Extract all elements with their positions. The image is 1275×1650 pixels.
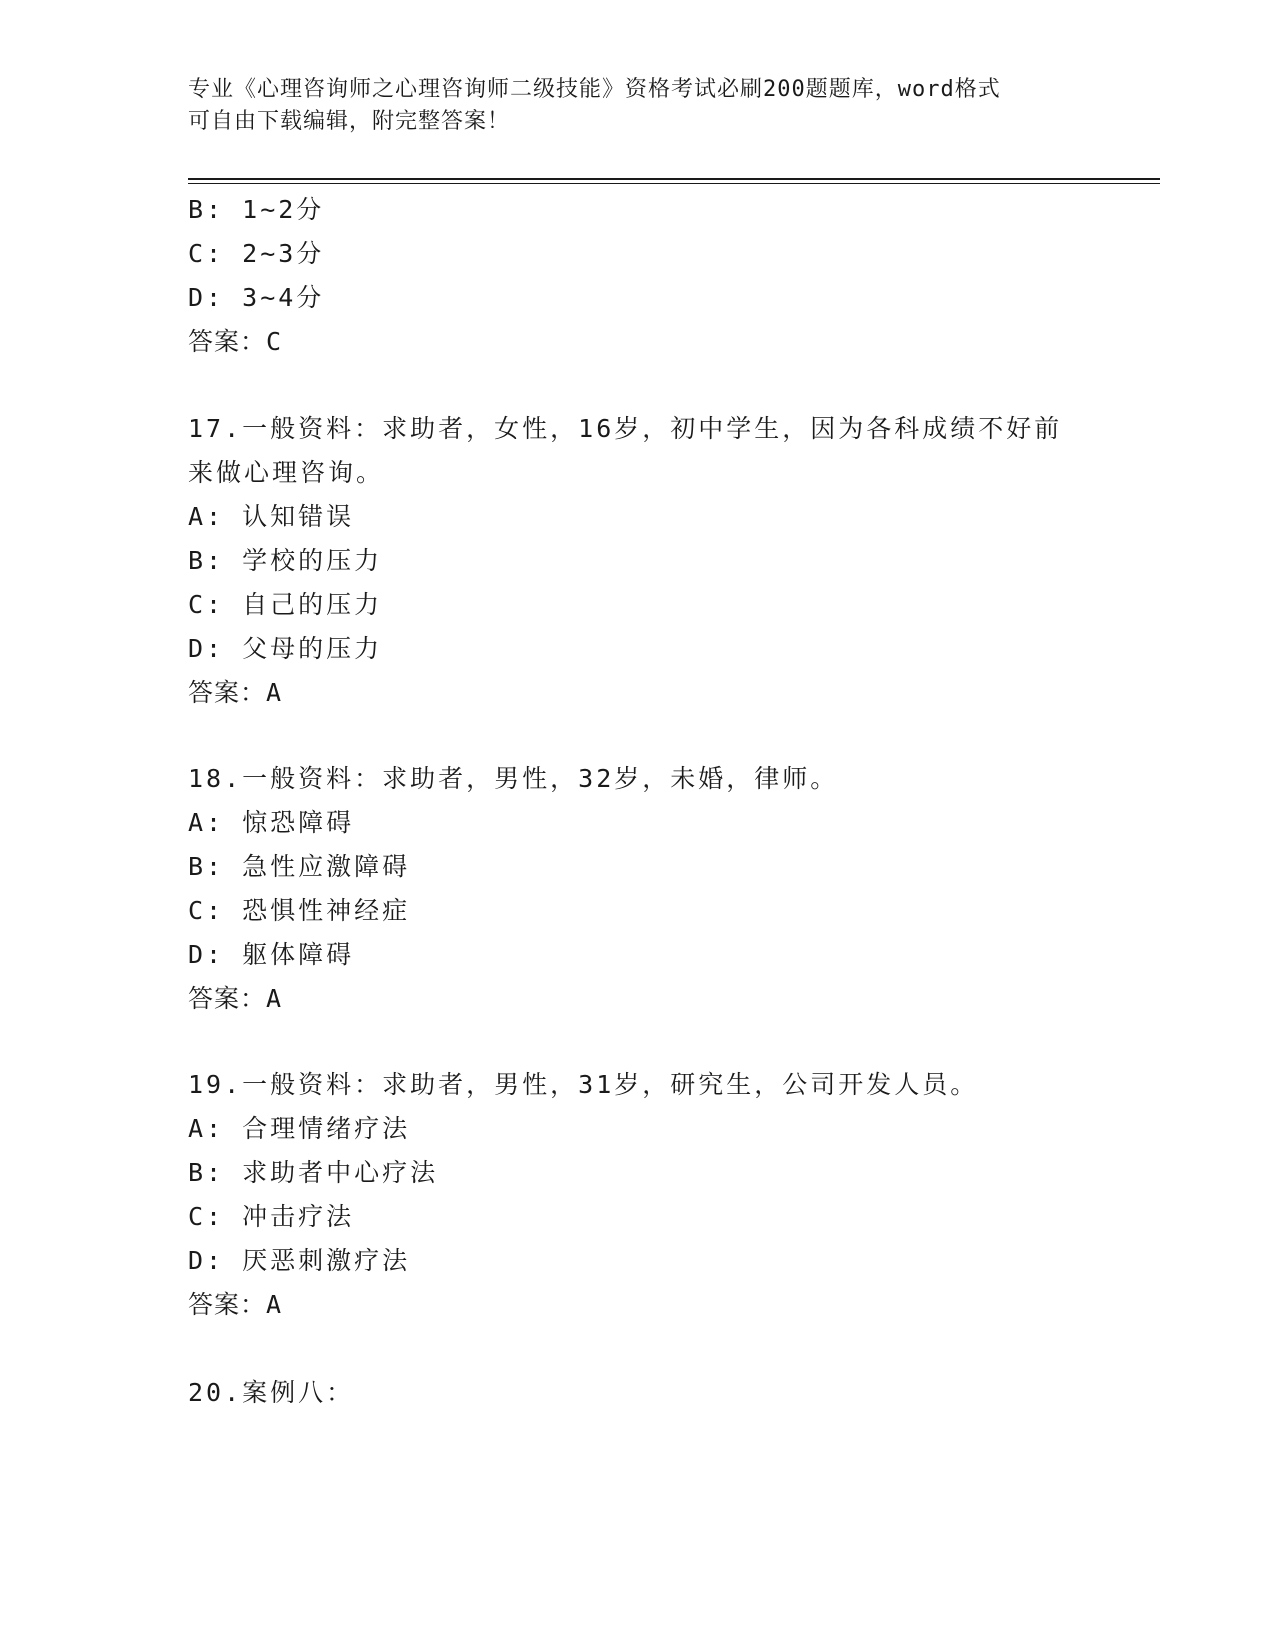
q19-option-c: C: 冲击疗法 — [188, 1202, 355, 1231]
header-divider-top — [188, 178, 1160, 180]
q19-option-a: A: 合理情绪疗法 — [188, 1114, 411, 1143]
q17-stem-line-2: 来做心理咨询。 — [188, 458, 385, 487]
document-header — [188, 74, 1088, 138]
q17-stem-line-1: 17.一般资料：求助者，女性，16岁，初中学生，因为各科成绩不好前 — [188, 414, 1063, 443]
q18-option-b: B: 急性应激障碍 — [188, 852, 411, 881]
q18-option-a: A: 惊恐障碍 — [188, 808, 355, 837]
q19-option-d: D: 厌恶刺激疗法 — [188, 1246, 411, 1275]
q19-answer: 答案：A — [188, 1290, 283, 1319]
q17-answer: 答案：A — [188, 678, 283, 707]
q18-option-c: C: 恐惧性神经症 — [188, 896, 411, 925]
q18-option-d: D: 躯体障碍 — [188, 940, 355, 969]
q17-option-c: C: 自己的压力 — [188, 590, 383, 619]
header-title-line-1: 专业《心理咨询师之心理咨询师二级技能》资格考试必刷200题题库，word格式 — [188, 77, 1001, 102]
q17-option-d: D: 父母的压力 — [188, 634, 383, 663]
header-title-line-2: 可自由下载编辑，附完整答案！ — [188, 109, 511, 134]
q16-option-b: B: 1~2分 — [188, 195, 325, 224]
q18-stem: 18.一般资料：求助者，男性，32岁，未婚，律师。 — [188, 764, 839, 793]
q16-option-d: D: 3~4分 — [188, 283, 325, 312]
header-divider-bottom — [188, 183, 1160, 184]
q16-option-c: C: 2~3分 — [188, 239, 325, 268]
q16-answer: 答案：C — [188, 327, 283, 356]
q17-option-a: A: 认知错误 — [188, 502, 355, 531]
q19-stem: 19.一般资料：求助者，男性，31岁，研究生，公司开发人员。 — [188, 1070, 979, 1099]
q19-option-b: B: 求助者中心疗法 — [188, 1158, 439, 1187]
q18-answer: 答案：A — [188, 984, 283, 1013]
q17-option-b: B: 学校的压力 — [188, 546, 383, 575]
q20-stem: 20.案例八： — [188, 1378, 355, 1407]
